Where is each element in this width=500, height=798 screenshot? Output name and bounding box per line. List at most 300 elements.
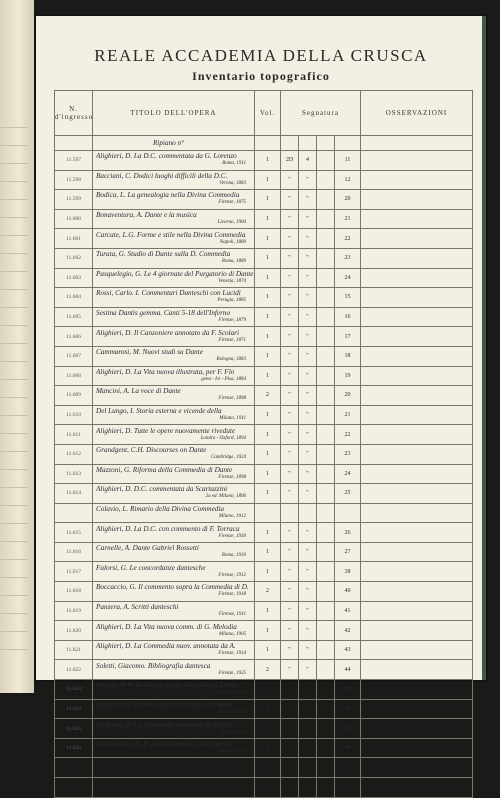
entry-seg1: 2D xyxy=(281,151,299,171)
entry-seg1: " xyxy=(281,738,299,758)
table-row xyxy=(55,346,473,366)
entry-observations xyxy=(361,738,473,758)
entry-title xyxy=(93,464,255,484)
entry-imprint: Firenze, 1910 xyxy=(218,749,246,755)
num: 11.621 xyxy=(55,640,93,660)
entry-title-text: Pasquelegio, G. Le 4 giornate del Purgatorio di Dante xyxy=(96,269,254,278)
entry-seg3-blank xyxy=(317,190,335,210)
entry-vol: 1 xyxy=(255,268,281,288)
num: 11.599 xyxy=(55,190,93,210)
table-row xyxy=(55,366,473,386)
entry-title-text: Sestina Dantis gemma. Canti 5-18 dell'Inferno xyxy=(96,309,231,318)
num xyxy=(55,503,93,523)
entry-imprint: gena - Ivi - Pisa, 1884 xyxy=(201,376,246,382)
entry-seg3: 41 xyxy=(335,601,361,621)
entry-seg3: 18 xyxy=(335,346,361,366)
entry-vol: 1 xyxy=(255,288,281,308)
entry-title xyxy=(93,640,255,660)
entry-title xyxy=(93,444,255,464)
num: 11.624 xyxy=(55,699,93,719)
entry-vol: 1 xyxy=(255,405,281,425)
num: 11.597 xyxy=(55,151,93,171)
entry-seg2: 4 xyxy=(299,151,317,171)
entry-seg2: " xyxy=(299,288,317,308)
section-label: Ripiano n° xyxy=(93,136,255,151)
entry-observations xyxy=(361,386,473,406)
entry-seg3-blank xyxy=(317,248,335,268)
entry-title xyxy=(93,268,255,288)
entry-imprint: Milano, 1911 xyxy=(219,416,246,422)
entry-seg3: 47 xyxy=(335,719,361,739)
table-row xyxy=(55,248,473,268)
entry-seg2: " xyxy=(299,444,317,464)
table-row xyxy=(55,307,473,327)
entry-seg1: " xyxy=(281,268,299,288)
inventory-rows xyxy=(55,136,473,798)
entry-seg1: " xyxy=(281,327,299,347)
entry-observations xyxy=(361,660,473,680)
entry-observations xyxy=(361,327,473,347)
entry-seg2: " xyxy=(299,307,317,327)
entry-imprint: Verona, 1883 xyxy=(219,180,246,186)
num: 11.625 xyxy=(55,719,93,739)
entry-observations xyxy=(361,699,473,719)
entry-vol: 2 xyxy=(255,680,281,700)
entry-imprint: Bologna, 1883 xyxy=(216,357,246,363)
entry-seg3: 21 xyxy=(335,209,361,229)
entry-seg2: " xyxy=(299,190,317,210)
green-cover-edge xyxy=(482,16,486,680)
entry-title xyxy=(93,366,255,386)
entry-title xyxy=(93,621,255,641)
entry-seg2: " xyxy=(299,209,317,229)
entry-seg2: " xyxy=(299,562,317,582)
entry-seg2: " xyxy=(299,366,317,386)
entry-seg2: " xyxy=(299,699,317,719)
entry-imprint: Milano, 1912 xyxy=(219,513,246,519)
entry-imprint: 2a ed. Milano, 1896 xyxy=(205,494,246,500)
table-row xyxy=(55,405,473,425)
entry-vol: 1 xyxy=(255,151,281,171)
entry-title xyxy=(93,288,255,308)
entry-seg3-blank xyxy=(317,170,335,190)
entry-seg3-blank xyxy=(317,484,335,504)
entry-seg1: " xyxy=(281,346,299,366)
entry-seg3-blank xyxy=(317,680,335,700)
entry-seg1: " xyxy=(281,542,299,562)
entry-observations xyxy=(361,719,473,739)
entry-seg2: " xyxy=(299,621,317,641)
num: 11.602 xyxy=(55,248,93,268)
entry-title xyxy=(93,503,255,523)
entry-seg3-blank xyxy=(317,660,335,680)
entry-seg3-blank xyxy=(317,542,335,562)
entry-title-text: Rossi, Carlo. I. Commentari Danteschi con Lucidi xyxy=(96,289,241,298)
entry-title-text: Alighieri, D. La Commedia nuov. annotata da A. xyxy=(96,642,236,651)
entry-seg2: " xyxy=(299,680,317,700)
table-row xyxy=(55,268,473,288)
entry-title-text: Mancini, A. La voce di Dante xyxy=(96,387,181,396)
entry-observations xyxy=(361,151,473,171)
entry-seg3 xyxy=(335,503,361,523)
entry-vol: 1 xyxy=(255,366,281,386)
col-header-segnatura: Segnatura xyxy=(281,91,361,136)
entry-title-text: Cammarosi, M. Nuovi studi su Dante xyxy=(96,348,203,357)
table-row xyxy=(55,660,473,680)
entry-seg3-blank xyxy=(317,288,335,308)
entry-seg3-blank xyxy=(317,503,335,523)
entry-seg3-blank xyxy=(317,229,335,249)
entry-seg2: " xyxy=(299,170,317,190)
entry-title-text: Falorsi, G. Le concordanze dantesche xyxy=(96,563,206,572)
entry-imprint: Firenze, 1898 xyxy=(218,474,246,480)
entry-seg3: 25 xyxy=(335,484,361,504)
entry-seg3-blank xyxy=(317,523,335,543)
entry-seg2: " xyxy=(299,405,317,425)
entry-vol: 1 xyxy=(255,425,281,445)
entry-seg3-blank xyxy=(317,268,335,288)
entry-seg3: 20 xyxy=(335,386,361,406)
num: 11.606 xyxy=(55,327,93,347)
entry-title xyxy=(93,346,255,366)
entry-observations xyxy=(361,366,473,386)
entry-seg3-blank xyxy=(317,601,335,621)
entry-vol: 1 xyxy=(255,229,281,249)
entry-vol: 1 xyxy=(255,542,281,562)
entry-observations xyxy=(361,503,473,523)
entry-seg3: 27 xyxy=(335,542,361,562)
entry-imprint: Napoli, 1880 xyxy=(219,239,246,245)
entry-seg3: 17 xyxy=(335,327,361,347)
entry-imprint: London, 1909 xyxy=(218,690,246,696)
section-row xyxy=(55,136,473,151)
num: 11.607 xyxy=(55,346,93,366)
entry-observations xyxy=(361,190,473,210)
entry-seg2: " xyxy=(299,640,317,660)
table-row xyxy=(55,209,473,229)
entry-seg1: " xyxy=(281,444,299,464)
entry-vol: 1 xyxy=(255,444,281,464)
num: 11.620 xyxy=(55,621,93,641)
entry-seg3-blank xyxy=(317,582,335,602)
entry-seg3-blank xyxy=(317,209,335,229)
table-row xyxy=(55,444,473,464)
entry-seg1: " xyxy=(281,229,299,249)
entry-seg1: " xyxy=(281,660,299,680)
entry-title xyxy=(93,523,255,543)
num: 11.612 xyxy=(55,444,93,464)
entry-seg1: " xyxy=(281,601,299,621)
entry-observations xyxy=(361,170,473,190)
entry-seg2: " xyxy=(299,327,317,347)
entry-title-text: Mazzoni, G. Riforma della Commedia di Dante xyxy=(96,465,233,474)
entry-seg3-blank xyxy=(317,464,335,484)
num: 11.618 xyxy=(55,582,93,602)
entry-observations xyxy=(361,680,473,700)
entry-seg3: 24 xyxy=(335,268,361,288)
entry-seg2: " xyxy=(299,542,317,562)
num: 11.605 xyxy=(55,307,93,327)
entry-title xyxy=(93,562,255,582)
entry-seg3-blank xyxy=(317,621,335,641)
entry-vol: 1 xyxy=(255,699,281,719)
page-title: REALE ACCADEMIA DELLA CRUSCA xyxy=(94,46,428,65)
entry-imprint: Roma, 1889 xyxy=(221,259,246,265)
entry-title-text: Bonaventura, A. Dante e la musica xyxy=(96,211,197,220)
num: 11.609 xyxy=(55,386,93,406)
entry-imprint: Milano, 1905 xyxy=(219,631,246,637)
empty-row xyxy=(55,758,473,778)
num: 11.608 xyxy=(55,366,93,386)
entry-title xyxy=(93,229,255,249)
entry-vol: 1 xyxy=(255,562,281,582)
entry-imprint: Firenze, 1925 xyxy=(218,670,246,676)
entry-imprint: Livorno, 1904 xyxy=(217,220,246,226)
num: 11.613 xyxy=(55,464,93,484)
table-row xyxy=(55,621,473,641)
entry-observations xyxy=(361,464,473,484)
entry-vol: 1 xyxy=(255,307,281,327)
entry-seg1: " xyxy=(281,209,299,229)
table-row xyxy=(55,562,473,582)
entry-title xyxy=(93,307,255,327)
entry-imprint: Londra - Oxford, 1894 xyxy=(200,435,246,441)
entry-seg2: " xyxy=(299,601,317,621)
entry-seg1 xyxy=(281,503,299,523)
entry-title xyxy=(93,151,255,171)
entry-observations xyxy=(361,248,473,268)
entry-seg3-blank xyxy=(317,151,335,171)
entry-seg3-blank xyxy=(317,719,335,739)
num: 11.615 xyxy=(55,523,93,543)
entry-imprint: Venezia, 1874 xyxy=(218,278,246,284)
entry-title-text: Grandgent, C.H. Discourses on Dante xyxy=(96,446,207,455)
entry-observations xyxy=(361,582,473,602)
entry-observations xyxy=(361,405,473,425)
entry-seg1: " xyxy=(281,190,299,210)
num: 11.622 xyxy=(55,660,93,680)
num: 11.604 xyxy=(55,288,93,308)
entry-title-text: Vernon, W.W. Readings on the Paradiso of Dante xyxy=(96,681,238,690)
entry-imprint: Firenze, 1912 xyxy=(218,572,246,578)
num: 11.616 xyxy=(55,542,93,562)
book-binding-left xyxy=(0,0,34,693)
entry-title-text: Carnelle, A. Dante Gabriel Rossetti xyxy=(96,544,199,553)
entry-seg2: " xyxy=(299,523,317,543)
entry-title-text: Alighieri, D. La D.C. con commento di F. Torraca xyxy=(96,524,240,533)
entry-observations xyxy=(361,444,473,464)
entry-seg1: " xyxy=(281,719,299,739)
table-row xyxy=(55,425,473,445)
table-row xyxy=(55,719,473,739)
table-row xyxy=(55,151,473,171)
num: 11.617 xyxy=(55,562,93,582)
entry-title-text: Del Lungo, I. Storia esterna e vicende della xyxy=(96,407,222,416)
entry-seg3: 48 xyxy=(335,738,361,758)
table-row xyxy=(55,288,473,308)
num: 11.610 xyxy=(55,405,93,425)
entry-imprint: Firenze, 1879 xyxy=(218,318,246,324)
entry-title-text: Soletti, Giacomo. Bibliografia dantesca xyxy=(96,661,211,670)
entry-seg1: " xyxy=(281,386,299,406)
entry-seg1: " xyxy=(281,562,299,582)
entry-vol: 1 xyxy=(255,327,281,347)
entry-observations xyxy=(361,307,473,327)
entry-seg3: 42 xyxy=(335,621,361,641)
entry-imprint: Firenze, 1875 xyxy=(218,200,246,206)
entry-imprint: Firenze, 1898 xyxy=(218,396,246,402)
entry-imprint: Roma, 1911 xyxy=(222,161,246,167)
entry-seg3-blank xyxy=(317,307,335,327)
entry-seg3-blank xyxy=(317,386,335,406)
entry-vol: 2 xyxy=(255,660,281,680)
entry-seg1: " xyxy=(281,680,299,700)
entry-title-text: Carcate, L.G. Forme e stile nella Divina Commedia xyxy=(96,230,246,239)
entry-seg3-blank xyxy=(317,562,335,582)
entry-observations xyxy=(361,268,473,288)
entry-seg3: 40 xyxy=(335,582,361,602)
num: 11.611 xyxy=(55,425,93,445)
num: 11.626 xyxy=(55,738,93,758)
table-row xyxy=(55,699,473,719)
entry-seg1: " xyxy=(281,307,299,327)
entry-seg2: " xyxy=(299,229,317,249)
entry-imprint: Cambridge, 1924 xyxy=(211,455,246,461)
entry-seg3-blank xyxy=(317,640,335,660)
table-row xyxy=(55,542,473,562)
entry-seg3: 38 xyxy=(335,562,361,582)
entry-seg3: 22 xyxy=(335,229,361,249)
inventory-table xyxy=(54,90,473,798)
entry-seg3: 26 xyxy=(335,523,361,543)
entry-seg3: 22 xyxy=(335,425,361,445)
entry-title xyxy=(93,327,255,347)
entry-vol: 1 xyxy=(255,640,281,660)
entry-title xyxy=(93,248,255,268)
col-header-osservazioni: OSSERVAZIONI xyxy=(361,91,473,136)
empty-row xyxy=(55,778,473,798)
col-header-title: TITOLO DELL'OPERA xyxy=(93,91,255,136)
entry-observations xyxy=(361,542,473,562)
entry-seg1: " xyxy=(281,288,299,308)
table-row xyxy=(55,738,473,758)
entry-seg2: " xyxy=(299,464,317,484)
entry-seg3-blank xyxy=(317,327,335,347)
entry-title xyxy=(93,680,255,700)
entry-vol: 1 xyxy=(255,738,281,758)
entry-seg3-blank xyxy=(317,346,335,366)
entry-seg3: 45 xyxy=(335,680,361,700)
table-row xyxy=(55,601,473,621)
num: 11.600 xyxy=(55,209,93,229)
entry-vol: 1 xyxy=(255,170,281,190)
entry-seg1: " xyxy=(281,523,299,543)
entry-seg3: 12 xyxy=(335,170,361,190)
entry-title xyxy=(93,484,255,504)
entry-title xyxy=(93,582,255,602)
table-row xyxy=(55,170,473,190)
entry-title-text: Berlanghino, L. Il quesito dantesco della verità xyxy=(96,740,233,749)
entry-seg3-blank xyxy=(317,425,335,445)
entry-seg1: " xyxy=(281,621,299,641)
table-row xyxy=(55,680,473,700)
entry-seg2: " xyxy=(299,719,317,739)
entry-observations xyxy=(361,346,473,366)
entry-observations xyxy=(361,562,473,582)
entry-title xyxy=(93,425,255,445)
entry-seg3: 46 xyxy=(335,699,361,719)
entry-seg2: " xyxy=(299,484,317,504)
entry-seg3: 21 xyxy=(335,405,361,425)
entry-observations xyxy=(361,601,473,621)
entry-title xyxy=(93,738,255,758)
entry-title-text: Alighieri, D. La Commedia annotata da Meglia xyxy=(96,720,233,729)
num: 11.601 xyxy=(55,229,93,249)
entry-seg3-blank xyxy=(317,738,335,758)
entry-vol: 1 xyxy=(255,209,281,229)
entry-imprint: Firenze, 1920 xyxy=(218,729,246,735)
entry-seg2: " xyxy=(299,738,317,758)
entry-seg3: 24 xyxy=(335,464,361,484)
entry-title xyxy=(93,209,255,229)
table-row xyxy=(55,386,473,406)
table-row xyxy=(55,582,473,602)
facing-page-lines xyxy=(0,110,28,630)
entry-vol: 2 xyxy=(255,386,281,406)
table-row xyxy=(55,640,473,660)
entry-seg2 xyxy=(299,503,317,523)
entry-vol: 1 xyxy=(255,346,281,366)
entry-imprint: Perugia, 1885 xyxy=(217,298,246,304)
entry-observations xyxy=(361,288,473,308)
entry-seg1: " xyxy=(281,170,299,190)
entry-vol: 1 xyxy=(255,190,281,210)
entry-title-text: Boccaccio, G. Il commento sopra la Commedia di D. xyxy=(96,583,249,592)
entry-title xyxy=(93,542,255,562)
entry-vol: 1 xyxy=(255,601,281,621)
entry-vol xyxy=(255,503,281,523)
entry-observations xyxy=(361,484,473,504)
entry-seg1: " xyxy=(281,248,299,268)
entry-title-text: Alighieri, D. D.C. commentata da Scartazzini xyxy=(96,485,228,494)
entry-seg1: " xyxy=(281,464,299,484)
entry-seg3-blank xyxy=(317,699,335,719)
entry-seg3: 23 xyxy=(335,248,361,268)
entry-title-text: Alighieri, D. Il Canzoniere annotato da F. Scolari xyxy=(96,328,239,337)
entry-seg2: " xyxy=(299,346,317,366)
num: 11.623 xyxy=(55,680,93,700)
entry-observations xyxy=(361,229,473,249)
entry-observations xyxy=(361,209,473,229)
entry-seg3: 16 xyxy=(335,307,361,327)
col-header-number: N. d'ingresso xyxy=(55,91,93,136)
table-row xyxy=(55,229,473,249)
entry-title-text: Turata, G. Studio di Dante sulla D. Commedia xyxy=(96,250,231,259)
entry-vol: 1 xyxy=(255,248,281,268)
ledger-page xyxy=(36,16,486,755)
entry-seg3: 20 xyxy=(335,190,361,210)
entry-title xyxy=(93,405,255,425)
entry-title-text: Alighieri, D. La D.C. commentata da G. Lorenzo xyxy=(96,152,237,161)
entry-seg3: 11 xyxy=(335,151,361,171)
entry-title-text: Alighieri, D. Tutte le opere nuovamente rivedute xyxy=(96,426,236,435)
table-row xyxy=(55,484,473,504)
entry-imprint: Firenze, 1871 xyxy=(218,337,246,343)
entry-vol: 1 xyxy=(255,484,281,504)
entry-seg2: " xyxy=(299,582,317,602)
num: 11.619 xyxy=(55,601,93,621)
entry-imprint: Firenze, 1914 xyxy=(218,651,246,657)
